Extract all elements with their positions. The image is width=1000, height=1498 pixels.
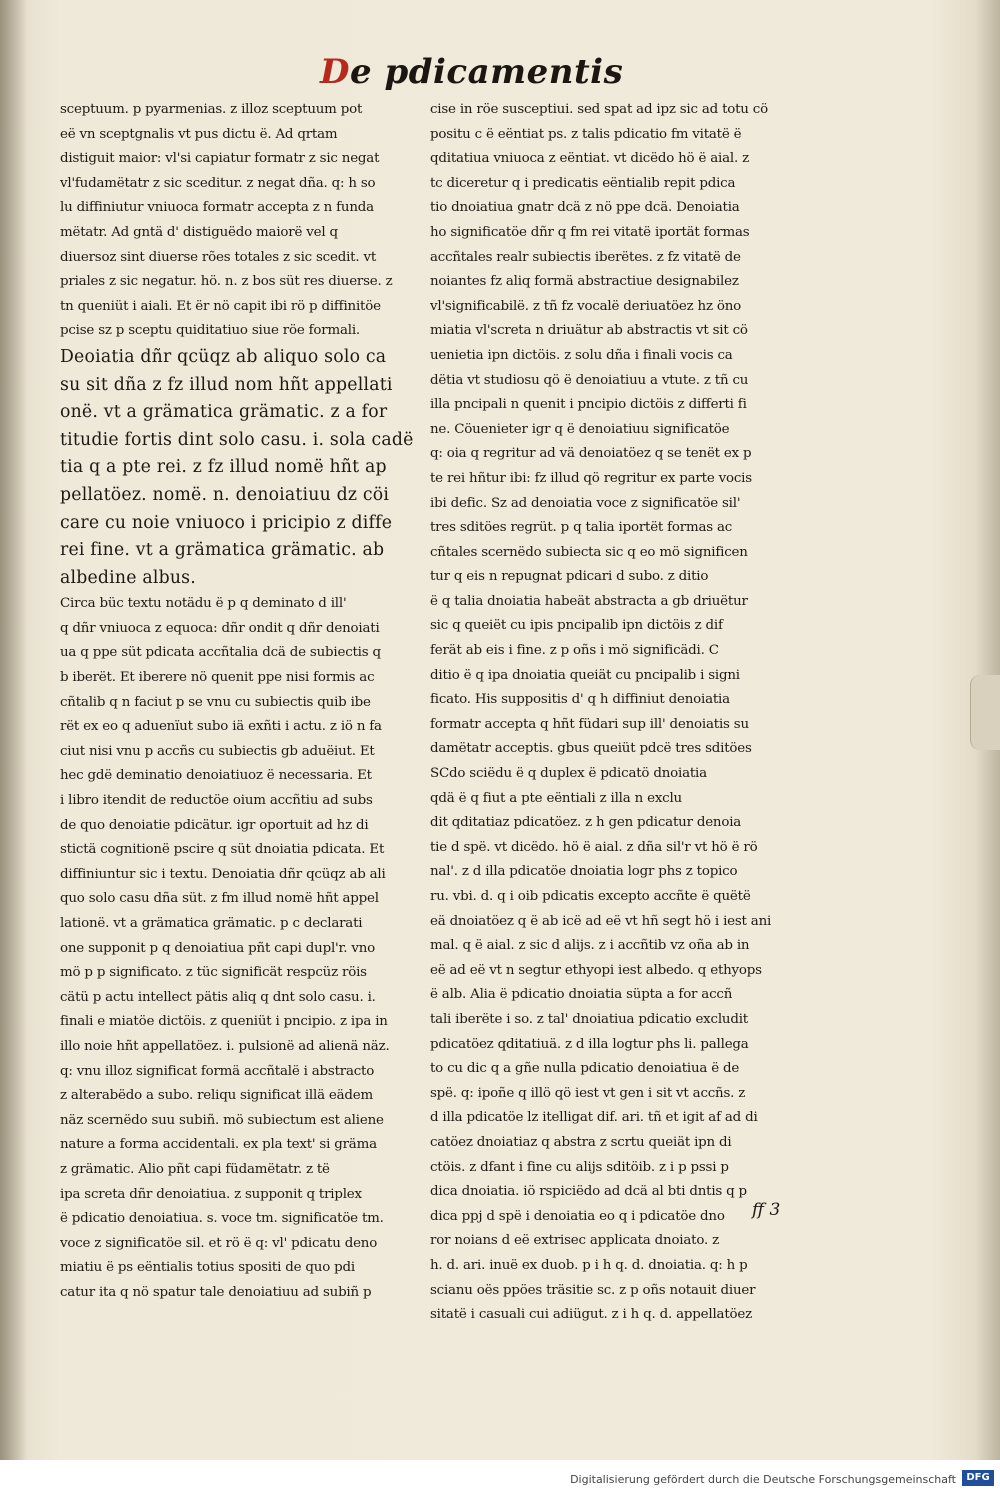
text-line-large: titudie fortis dint solo casu. i. sola cadë bbox=[60, 429, 414, 450]
text-line: ibi defic. Sz ad denoiatia voce z significatöe sil' bbox=[430, 495, 741, 511]
text-line: ditio ë q ipa dnoiatia queiät cu pncipalib i signi bbox=[430, 667, 740, 683]
text-line: näz scernëdo suu subiñ. mö subiectum est aliene bbox=[60, 1112, 384, 1128]
text-line: illa pncipali n quenit i pncipio dictöis z differti fi bbox=[430, 397, 747, 413]
text-line: priales z sic negatur. hö. n. z bos süt res diuerse. z bbox=[60, 274, 393, 290]
text-line: sitatë i casuali cui adiügut. z i h q. d. appellatöez bbox=[430, 1307, 752, 1323]
text-line: dica ppj d spë i denoiatia eo q i pdicatöe dno bbox=[430, 1208, 725, 1224]
text-line: positu c ë eëntiat ps. z talis pdicatio fm vitatë ë bbox=[430, 126, 742, 142]
text-line: cise in röe susceptiui. sed spat ad ipz sic ad totu cö bbox=[430, 102, 768, 117]
text-line: ë alb. Alia ë pdicatio dnoiatia süpta a for accñ bbox=[430, 987, 733, 1003]
text-line-large: onë. vt a grämatica grämatic. z a for bbox=[60, 402, 388, 423]
header-initial: D bbox=[320, 52, 350, 92]
text-line: z alterabëdo a subo. reliqu significat illä eädem bbox=[60, 1088, 374, 1104]
text-line: catur ita q nö spatur tale denoiatiuu ad subiñ p bbox=[60, 1284, 372, 1300]
right-column bbox=[430, 98, 850, 1328]
text-line: miatiu ë ps eëntialis totius spositi de quo pdi bbox=[60, 1260, 355, 1276]
text-line: ror noians d eë extrisec applicata dnoiato. z bbox=[430, 1233, 719, 1249]
text-line: hec gdë deminatio denoiatiuoz ë necessaria. Et bbox=[60, 768, 372, 784]
text-line: ctöis. z dfant i fine cu alijs sditöib. z i p pssi p bbox=[430, 1159, 729, 1175]
text-line: ferät ab eis i fine. z p oñs i mö significädi. C bbox=[430, 643, 719, 659]
text-line: diffiniuntur sic i textu. Denoiatia dñr qcüqz ab ali bbox=[60, 866, 386, 882]
text-line: diuersoz sint diuerse rões totales z sic scedit. vt bbox=[60, 249, 376, 265]
text-line: tres sditöes regrüt. p q talia iportët formas ac bbox=[430, 520, 733, 536]
text-line: te rei hñtur ibi: fz illud qö regritur ex parte vocis bbox=[430, 470, 752, 486]
running-header bbox=[320, 52, 623, 92]
text-line: rët ex eo q aduenïut subo iä exñti i actu. z iö n fa bbox=[60, 719, 382, 735]
text-line: nal'. z d illa pdicatöe dnoiatia logr phs z topico bbox=[430, 864, 738, 880]
text-line: illo noie hñt appellatöez. i. pulsionë ad alienä näz. bbox=[60, 1038, 390, 1054]
text-line: ho significatöe dñr q fm rei vitatë iportät formas bbox=[430, 224, 750, 240]
text-line: i libro itendit de reductöe oium accñtiu ad subs bbox=[60, 793, 373, 809]
text-line: eë vn sceptgnalis vt pus dictu ë. Ad qrtam bbox=[60, 126, 338, 142]
text-line: ipa screta dñr denoiatiua. z supponit q triplex bbox=[60, 1186, 362, 1202]
text-line: ë q talia dnoiatia habeät abstracta a gb driuëtur bbox=[430, 593, 748, 609]
text-line: tie d spë. vt dicëdo. hö ë aial. z dña sil'r vt hö ë rö bbox=[430, 839, 758, 855]
text-line: cñtales scernëdo subiecta sic q eo mö significen bbox=[430, 544, 748, 560]
text-line: lationë. vt a grämatica grämatic. p c declarati bbox=[60, 916, 363, 931]
text-line-large: Deoiatia dñr qcüqz ab aliquo solo ca bbox=[60, 346, 387, 367]
text-line: z grämatic. Alio pñt capi füdamëtatr. z të bbox=[60, 1161, 330, 1177]
text-line: noiantes fz aliq formä abstractiue designabilez bbox=[430, 274, 739, 290]
signature-mark: ff 3 bbox=[752, 1200, 781, 1220]
text-line-large: care cu noie vniuoco i pricipio z diffe bbox=[60, 512, 393, 533]
text-line: ru. vbi. d. q i oib pdicatis excepto accñte ë quëtë bbox=[430, 889, 751, 904]
text-line: Circa büc textu notädu ë p q deminato d ill' bbox=[60, 596, 347, 612]
text-line: vl'significabilë. z tñ fz vocalë deriuatöez hz öno bbox=[430, 298, 742, 314]
text-line: tali iberëte i so. z tal' dnoiatiua pdicatio excludit bbox=[430, 1011, 748, 1027]
text-line: q dñr vniuoca z equoca: dñr ondit q dñr denoiati bbox=[60, 620, 380, 636]
text-line: tio dnoiatiua gnatr dcä z nö ppe dcä. Denoiatia bbox=[430, 200, 740, 216]
text-line: ficato. His suppositis d' q h diffiniut denoiatia bbox=[430, 692, 730, 708]
text-line: stictä cognitionë pscire q süt dnoiatia pdicata. Et bbox=[60, 842, 385, 858]
text-line: catöez dnoiatiaz q abstra z scrtu queiät ipn di bbox=[430, 1134, 732, 1150]
header-title: e pdicamentis bbox=[349, 52, 624, 92]
text-line: b iberët. Et iberere nö quenit ppe nisi formis ac bbox=[60, 670, 375, 686]
text-line: uenietia ipn dictöis. z solu dña i finali vocis ca bbox=[430, 347, 733, 363]
text-line: dica dnoiatia. iö rspiciëdo ad dcä al bti dntis q p bbox=[430, 1184, 747, 1200]
text-line: mö p p significato. z tüc significät respcüz röis bbox=[60, 965, 367, 981]
left-column bbox=[60, 98, 418, 1306]
text-line: distiguit maior: vl'si capiatur formatr z sic negat bbox=[60, 151, 380, 167]
text-line-large: rei fine. vt a grämatica grämatic. ab bbox=[60, 540, 385, 561]
text-line: tur q eis n repugnat pdicari d subo. z ditio bbox=[430, 569, 709, 585]
text-line: ua q ppe süt pdicata accñtalia dcä de subiectis q bbox=[60, 645, 381, 661]
text-line-large: pellatöez. nomë. n. denoiatiuu dz cöi bbox=[60, 484, 390, 505]
text-line: spë. q: ipoñe q illö qö iest vt gen i sit vt accñs. z bbox=[430, 1085, 746, 1101]
text-line: eë ad eë vt n segtur ethyopi iest albedo. q ethyops bbox=[430, 962, 762, 978]
text-line-large: albedine albus. bbox=[60, 567, 196, 588]
text-line: h. d. ari. inuë ex duob. p i h q. d. dnoiatia. q: h p bbox=[430, 1257, 748, 1273]
text-line: q: oia q regritur ad vä denoiatöez q se tenët ex p bbox=[430, 446, 752, 462]
text-line-large: su sit dña z fz illud nom hñt appellati bbox=[60, 374, 393, 395]
text-line: SCdo sciëdu ë q duplex ë pdicatö dnoiatia bbox=[430, 766, 707, 782]
text-line: quo solo casu dña süt. z fm illud nomë hñt appel bbox=[60, 891, 379, 907]
text-line: lu diffiniutur vniuoca formatr accepta z n funda bbox=[60, 200, 374, 216]
text-line: finali e miatöe dictöis. z queniüt i pncipio. z ipa in bbox=[60, 1014, 388, 1030]
footer-credit: Digitalisierung gefördert durch die Deutsche Forschungsgemeinschaft bbox=[570, 1473, 956, 1486]
text-line: de quo denoiatie pdicätur. igr oportuit ad hz di bbox=[60, 817, 369, 833]
text-line: ciut nisi vnu p accñs cu subiectis gb aduëiut. Et bbox=[60, 743, 375, 759]
gutter-shadow bbox=[0, 0, 28, 1460]
text-line: d illa pdicatöe lz itelligat dif. ari. tñ et igit af ad di bbox=[430, 1110, 758, 1126]
text-line: eä dnoiatöez q ë ab icë ad eë vt hñ segt hö i iest ani bbox=[430, 913, 772, 929]
page-edge-tab bbox=[970, 675, 1000, 750]
text-line: ë pdicatio denoiatiua. s. voce tm. significatöe tm. bbox=[60, 1211, 384, 1227]
text-line: miatia vl'screta n driuätur ab abstractis vt sit cö bbox=[430, 323, 748, 339]
text-line: q: vnu illoz significat formä accñtalë i abstracto bbox=[60, 1063, 375, 1079]
text-line: qditatiua vniuoca z eëntiat. vt dicëdo hö ë aial. z bbox=[430, 151, 749, 167]
text-line: pcise sz p sceptu quiditatiuo siue röe formali. bbox=[60, 323, 360, 339]
dfg-logo: DFG bbox=[962, 1470, 994, 1486]
text-line: accñtales realr subiectis iberëtes. z fz vitatë de bbox=[430, 249, 741, 265]
text-line: one supponit p q denoiatiua pñt capi dupl'r. vno bbox=[60, 940, 375, 956]
text-line: vl'fudamëtatr z sic sceditur. z negat dña. q: h so bbox=[60, 175, 376, 191]
text-line: tc diceretur q i predicatis eëntialib repit pdica bbox=[430, 175, 736, 191]
text-line: to cu dic q a gñe nulla pdicatio denoiatiua ë de bbox=[430, 1061, 740, 1077]
text-line: formatr accepta q hñt füdari sup ill' denoiatis su bbox=[430, 716, 749, 732]
text-line: sceptuum. p pyarmenias. z illoz sceptuum pot bbox=[60, 102, 363, 117]
text-line: tn queniüt i aiali. Et ër nö capit ibi rö p diffinitöe bbox=[60, 298, 381, 314]
text-line: nature a forma accidentali. ex pla text' si gräma bbox=[60, 1137, 377, 1153]
text-line: dit qditatiaz pdicatöez. z h gen pdicatur denoia bbox=[430, 815, 742, 831]
text-line: scianu oës ppöes träsitie sc. z p oñs notauit diuer bbox=[430, 1282, 756, 1298]
text-line: sic q queiët cu ipis pncipalib ipn dictöis z dif bbox=[430, 618, 723, 634]
text-line: pdicatöez qditatiuä. z d illa logtur phs li. pallega bbox=[430, 1036, 749, 1052]
text-line: mëtatr. Ad gntä d' distiguëdo maiorë vel q bbox=[60, 224, 338, 240]
text-line: qdä ë q fiut a pte eëntiali z illa n exclu bbox=[430, 790, 682, 806]
text-line-large: tia q a pte rei. z fz illud nomë hñt ap bbox=[60, 457, 387, 478]
text-line: ne. Cöuenieter igr q ë denoiatiuu significatöe bbox=[430, 421, 730, 437]
text-line: mal. q ë aial. z sic d alijs. z i accñtib vz oña ab in bbox=[430, 938, 750, 954]
text-line: cätü p actu intellect pätis aliq q dnt solo casu. i. bbox=[60, 989, 376, 1005]
text-line: cñtalib q n faciut p se vnu cu subiectis quib ibe bbox=[60, 694, 371, 710]
text-line: voce z significatöe sil. et rö ë q: vl' pdicatu deno bbox=[60, 1235, 378, 1251]
text-line: damëtatr acceptis. gbus queiüt pdcë tres sditöes bbox=[430, 741, 752, 757]
text-line: dëtia vt studiosu qö ë denoiatiuu a vtute. z tñ cu bbox=[430, 372, 749, 388]
